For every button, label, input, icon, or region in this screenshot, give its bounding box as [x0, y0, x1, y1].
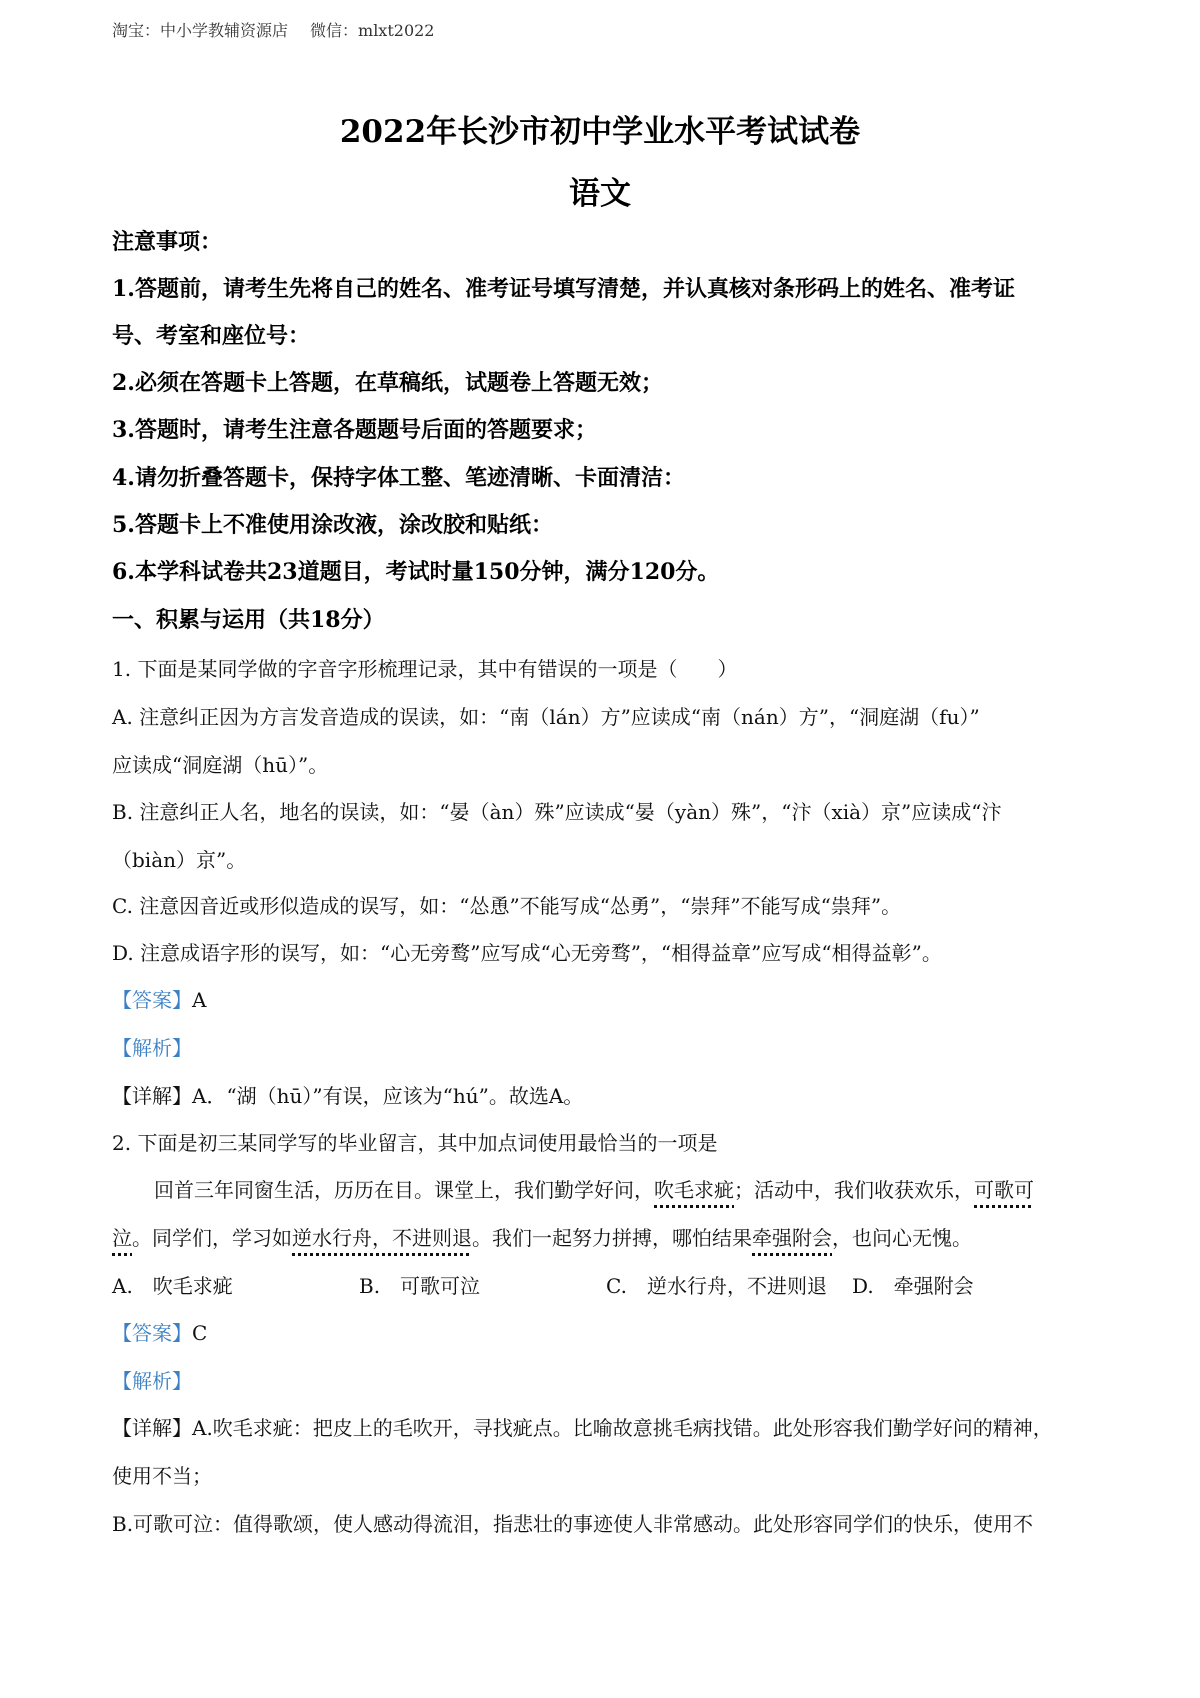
q2-option-c: C. 逆水行舟，不进则退: [606, 1274, 827, 1298]
q1-option-b-cont: （biàn）京”。: [112, 848, 247, 872]
detail-text: A.吹毛求疵：把皮上的毛吹开，寻找疵点。比喻故意挑毛病找错。此处形容我们勤学好问的精神，: [192, 1416, 1053, 1440]
q2-stem: 2. 下面是初三某同学写的毕业留言，其中加点词使用最恰当的一项是: [112, 1131, 718, 1155]
analysis-tag: 【解析】: [112, 1369, 192, 1393]
section-heading: 一、积累与运用（共18分）: [112, 607, 385, 633]
detail-text: A．“湖（hū）”有误，应该为“hú”。故选A。: [192, 1084, 584, 1108]
q1-analysis: [112, 1034, 1098, 1062]
notice-item-1: 1.答题前，请考生先将自己的姓名、准考证号填写清楚，并认真核对条形码上的姓名、准考证: [112, 276, 1015, 302]
watermark-shop: 淘宝：中小学教辅资源店: [112, 21, 289, 40]
exam-title: 2022年长沙市初中学业水平考试试卷: [339, 114, 861, 150]
dotted-phrase: 泣: [112, 1226, 132, 1250]
dotted-phrase: 可歌可: [974, 1178, 1034, 1202]
answer-value: C: [192, 1321, 208, 1345]
q1-option-a-cont: 应读成“洞庭湖（hū）”。: [112, 753, 329, 777]
subject-title: 语文: [569, 176, 631, 212]
detail-tag: 【详解】: [112, 1416, 192, 1440]
dotted-phrase: 吹毛求疵: [654, 1178, 734, 1202]
q2-option-b: B. 可歌可泣: [359, 1274, 481, 1298]
q1-option-b: B. 注意纠正人名，地名的误读，如：“晏（àn）殊”应读成“晏（yàn）殊”，“汴（xià）京”应读成“汴: [112, 800, 1002, 824]
q1-answer: [112, 986, 1098, 1014]
watermark-wechat: 微信：mlxt2022: [310, 21, 435, 40]
dotted-phrase: 逆水行舟，不进则退: [292, 1226, 472, 1250]
q1-option-a: A. 注意纠正因为方言发音造成的误读，如：“南（lán）方”应读成“南（nán）方”，“洞庭湖（fu）”: [112, 705, 980, 729]
passage-text: 回首三年同窗生活，历历在目。课堂上，我们勤学好问，: [154, 1178, 654, 1202]
notice-item-6: 6.本学科试卷共23道题目，考试时量150分钟，满分120分。: [112, 559, 720, 585]
notice-item-5: 5.答题卡上不准使用涂改液，涂改胶和贴纸：: [112, 512, 553, 538]
q2-detail: [112, 1414, 1098, 1442]
q1-detail: [112, 1082, 1098, 1110]
q2-detail-b: B.可歌可泣：值得歌颂，使人感动得流泪，指悲壮的事迹使人非常感动。此处形容同学们的快乐，使用不: [112, 1512, 1034, 1536]
q2-detail-cont: 使用不当；: [112, 1464, 212, 1488]
passage-text: 。同学们，学习如: [132, 1226, 292, 1250]
analysis-tag: 【解析】: [112, 1036, 192, 1060]
notice-item-3: 3.答题时，请考生注意各题题号后面的答题要求；: [112, 417, 597, 443]
q2-option-a: A. 吹毛求疵: [112, 1274, 233, 1298]
q2-answer: [112, 1319, 1098, 1347]
answer-value: A: [192, 988, 207, 1012]
passage-text: ，也问心无愧。: [832, 1226, 972, 1250]
answer-tag: 【答案】: [112, 988, 192, 1012]
passage-text: 。我们一起努力拼搏，哪怕结果: [472, 1226, 752, 1250]
notice-heading: 注意事项：: [112, 229, 223, 255]
notice-item-1-cont: 号、考室和座位号：: [112, 323, 311, 349]
dotted-phrase: 牵强附会: [752, 1226, 832, 1250]
passage-text: ；活动中，我们收获欢乐，: [734, 1178, 974, 1202]
q2-options: [112, 1272, 1098, 1300]
q1-option-c: C. 注意因音近或形似造成的误写，如：“怂恿”不能写成“怂勇”，“崇拜”不能写成“祟拜”。: [112, 894, 902, 918]
q1-option-d: D. 注意成语字形的误写，如：“心无旁鹜”应写成“心无旁骛”，“相得益章”应写成“相得益彰”。: [112, 941, 942, 965]
detail-tag: 【详解】: [112, 1084, 192, 1108]
q2-analysis: [112, 1367, 1098, 1395]
notice-item-4: 4.请勿折叠答题卡，保持字体工整、笔迹清晰、卡面清洁：: [112, 465, 685, 491]
q2-passage-line-2: [112, 1224, 1098, 1252]
q2-passage-line-1: [154, 1176, 1098, 1204]
q1-stem: 1. 下面是某同学做的字音字形梳理记录，其中有错误的一项是（ ）: [112, 657, 738, 681]
answer-tag: 【答案】: [112, 1321, 192, 1345]
notice-item-2: 2.必须在答题卡上答题，在草稿纸，试题卷上答题无效；: [112, 370, 663, 396]
watermark: [112, 18, 434, 41]
q2-option-d: D. 牵强附会: [852, 1274, 974, 1298]
